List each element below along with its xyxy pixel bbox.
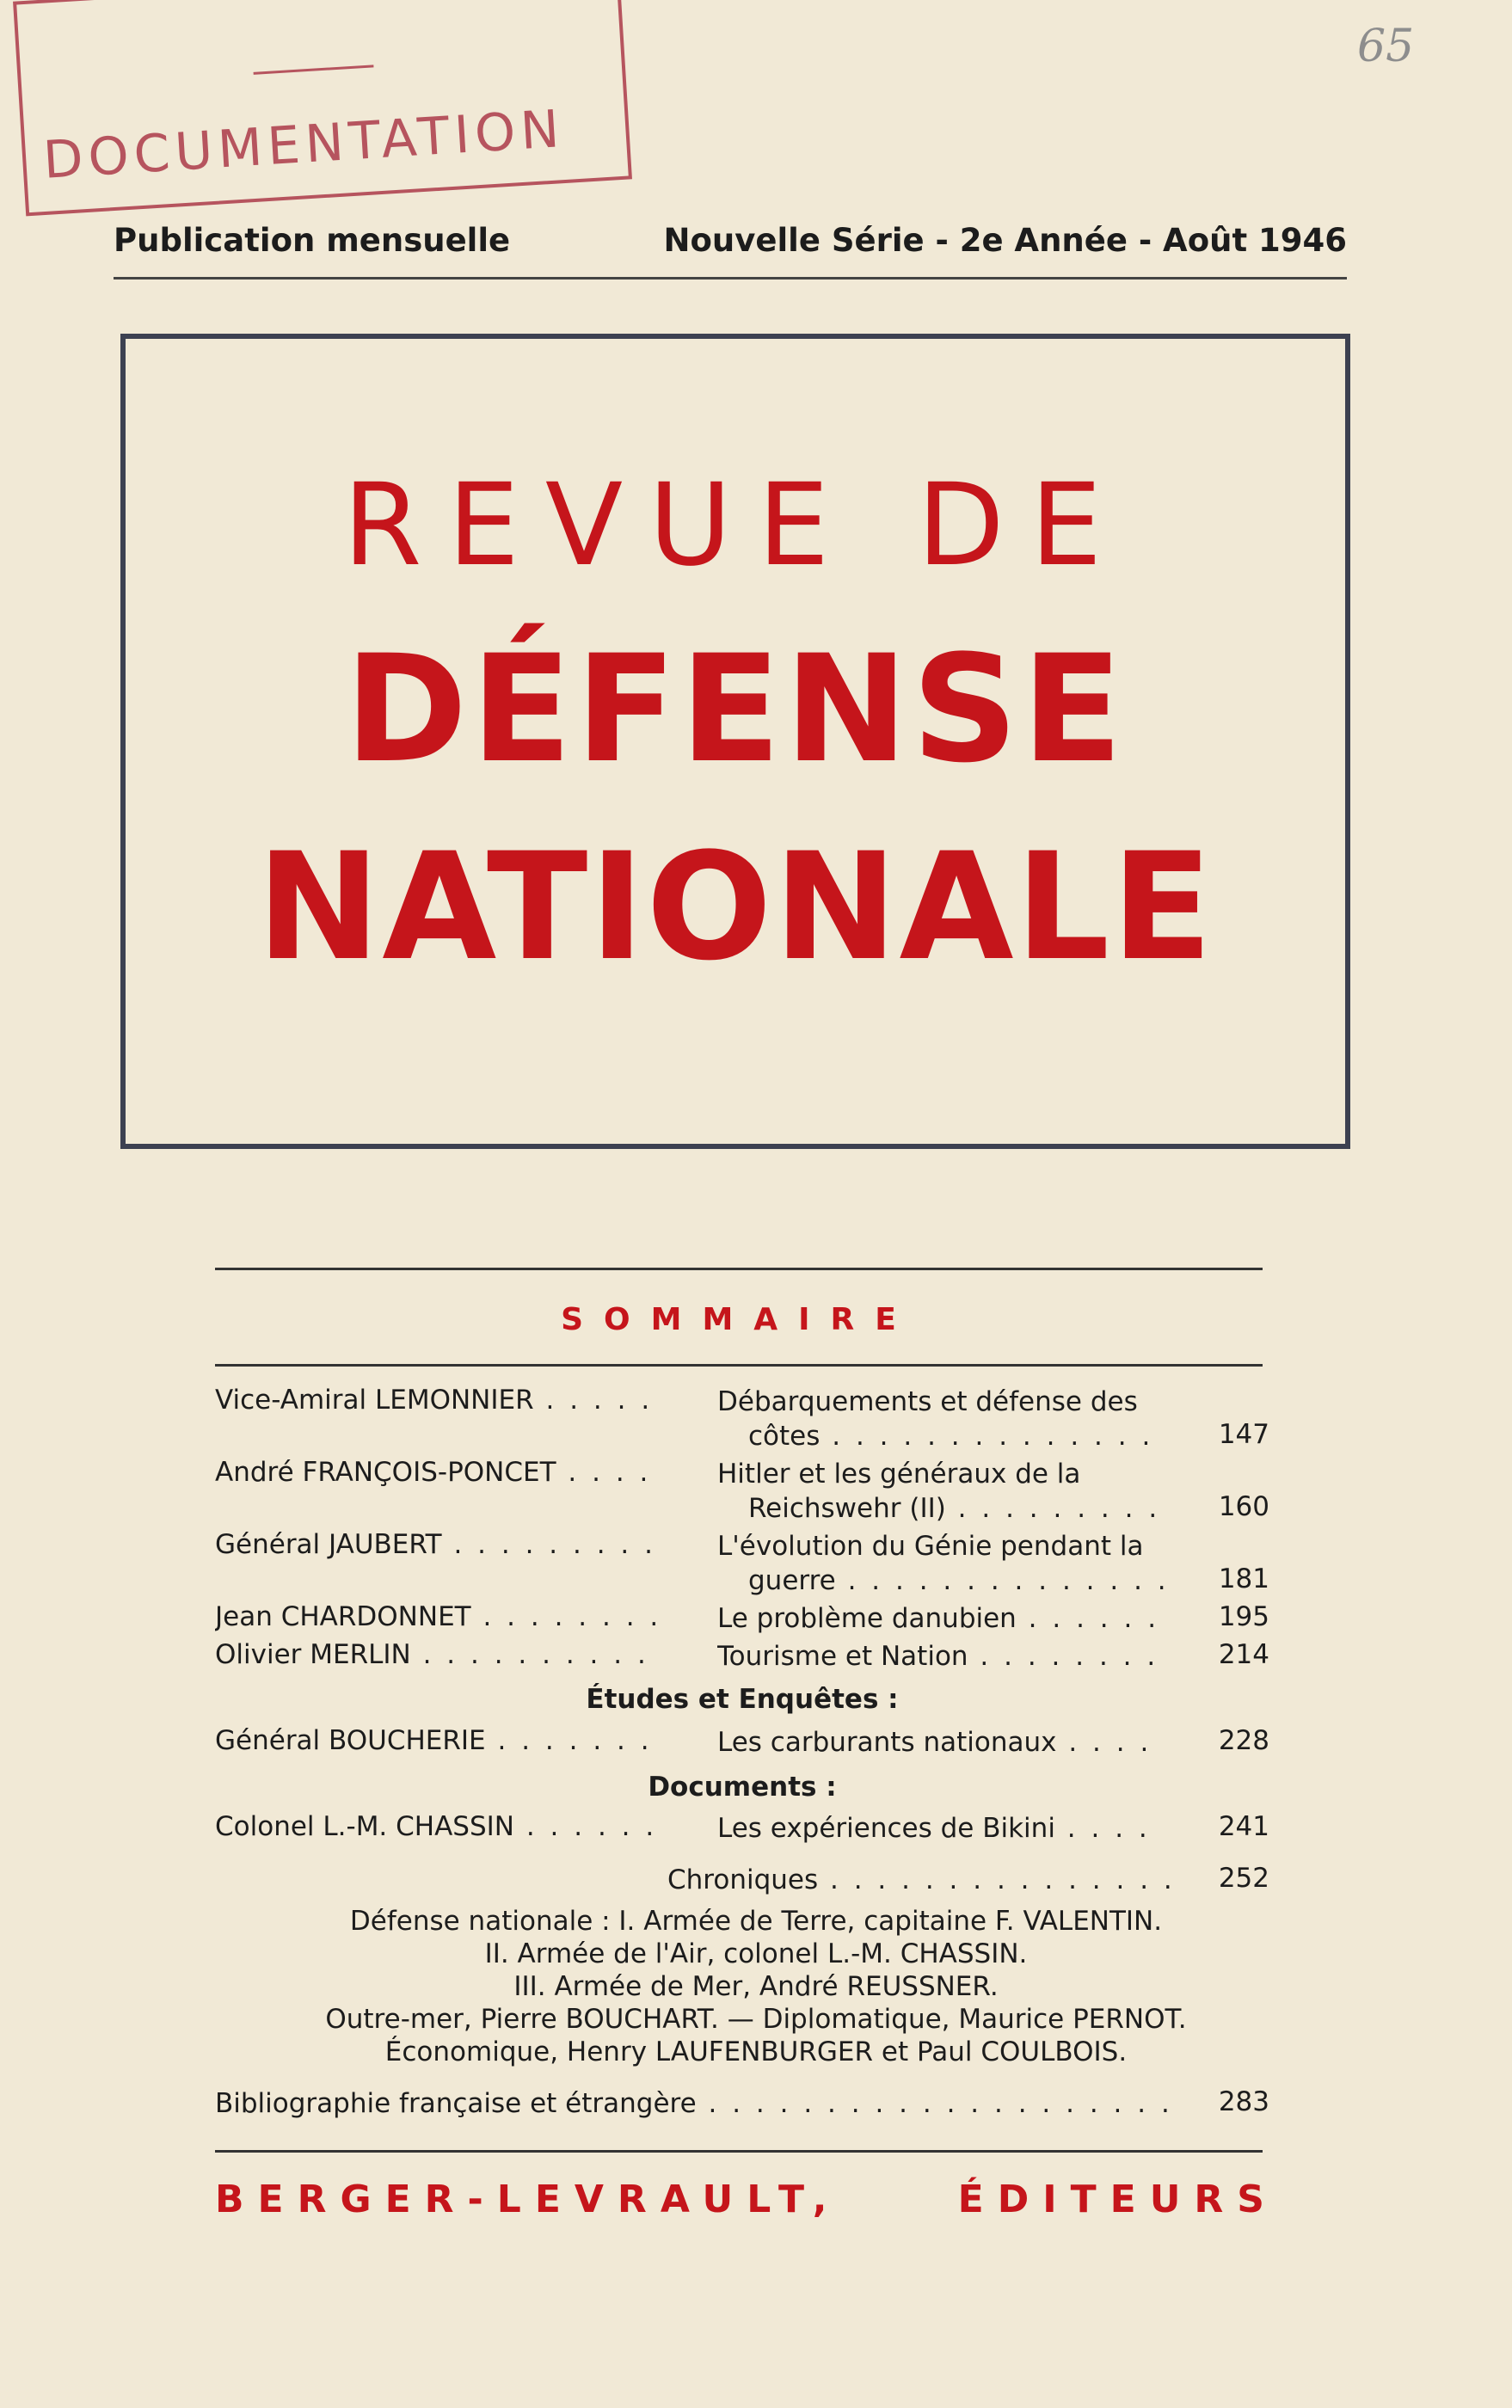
chroniques-label: Chroniques . . .	[667, 1863, 1187, 1897]
issue-info: Nouvelle Série - 2e Année - Août 1946	[663, 222, 1347, 259]
toc-title	[717, 1457, 1165, 1526]
toc-title-line-1: Les carburants nationaux . . .	[717, 1725, 1165, 1760]
toc-title	[717, 1529, 1165, 1598]
chronique-line: Outre-mer, Pierre BOUCHART. — Diplomatique, Maurice PERNOT.	[325, 2004, 1187, 2035]
documentation-stamp	[13, 0, 632, 216]
title-line-3: NATIONALE	[256, 820, 1214, 993]
toc-title-line-1: Tourisme et Nation . . .	[717, 1639, 1165, 1674]
toc-page: 195	[1218, 1601, 1269, 1632]
toc-author: Vice-Amiral LEMONNIER . . .	[215, 1385, 662, 1416]
toc-page: 181	[1218, 1563, 1269, 1594]
toc-page: 147	[1218, 1419, 1269, 1450]
toc-title	[667, 1863, 1187, 1897]
toc-title	[717, 1811, 1165, 1846]
toc-page: 241	[1218, 1811, 1269, 1842]
toc-title-line-1: Le problème danubien . . .	[717, 1601, 1165, 1636]
toc-title-line-1: Hitler et les généraux de la	[717, 1459, 1081, 1490]
toc-title	[717, 1601, 1165, 1636]
documents-heading: Documents :	[648, 1772, 837, 1803]
stamp-line	[254, 64, 374, 75]
toc-title-line-2: côtes . . .	[717, 1419, 1165, 1453]
toc-page: 283	[1218, 2086, 1269, 2117]
stamp-text: DOCUMENTATION	[41, 99, 567, 191]
toc-author: Général JAUBERT . . .	[215, 1529, 662, 1560]
footer-rule	[215, 2150, 1263, 2153]
toc-page: 252	[1218, 1863, 1269, 1894]
toc-title-line-1: Les expériences de Bikini . . .	[717, 1811, 1165, 1846]
toc-author: Colonel L.-M. CHASSIN . . .	[215, 1811, 662, 1842]
toc-page: 214	[1218, 1639, 1269, 1670]
toc-title-line-2: Reichswehr (II) . . .	[717, 1491, 1165, 1526]
chronique-line: III. Armée de Mer, André REUSSNER.	[513, 1971, 999, 2002]
toc-page: 228	[1218, 1725, 1269, 1756]
toc-title	[717, 1639, 1165, 1674]
toc-author: André FRANÇOIS-PONCET . . .	[215, 1457, 662, 1488]
sommaire-heading: SOMMAIRE	[561, 1302, 917, 1337]
publisher-name: BERGER-LEVRAULT,	[215, 2178, 841, 2221]
sommaire-rule-top	[215, 1268, 1263, 1270]
publisher-role: ÉDITEURS	[957, 2178, 1278, 2221]
toc-title-line-1: L'évolution du Génie pendant la	[717, 1531, 1144, 1562]
toc-title	[717, 1385, 1165, 1453]
title-line-2: DÉFENSE	[344, 623, 1127, 796]
chronique-line: Défense nationale : I. Armée de Terre, capitaine F. VALENTIN.	[349, 1906, 1163, 1937]
toc-title-line-1: Débarquements et défense des	[717, 1386, 1138, 1417]
toc-title	[215, 2086, 1187, 2121]
etudes-heading: Études et Enquêtes :	[586, 1684, 899, 1715]
title-line-1: REVUE DE	[342, 459, 1128, 592]
header-rule	[114, 277, 1347, 280]
chronique-line: II. Armée de l'Air, colonel L.-M. CHASSIN.	[484, 1938, 1028, 1969]
toc-title-line-2: guerre . . .	[717, 1563, 1165, 1598]
publication-frequency: Publication mensuelle	[114, 222, 511, 259]
title-box	[120, 334, 1350, 1149]
chronique-line: Économique, Henry LAUFENBURGER et Paul COULBOIS.	[384, 2036, 1128, 2067]
toc-page: 160	[1218, 1491, 1269, 1522]
sommaire-rule-bottom	[215, 1364, 1263, 1367]
toc-title	[717, 1725, 1165, 1760]
pencil-mark: 65	[1357, 21, 1415, 72]
toc-author: Général BOUCHERIE . . .	[215, 1725, 662, 1756]
header	[114, 222, 1347, 270]
bibliographie-label: Bibliographie française et étrangère . . .	[215, 2086, 1187, 2121]
toc-author: Olivier MERLIN . . .	[215, 1639, 662, 1670]
toc-author: Jean CHARDONNET . . .	[215, 1601, 662, 1632]
